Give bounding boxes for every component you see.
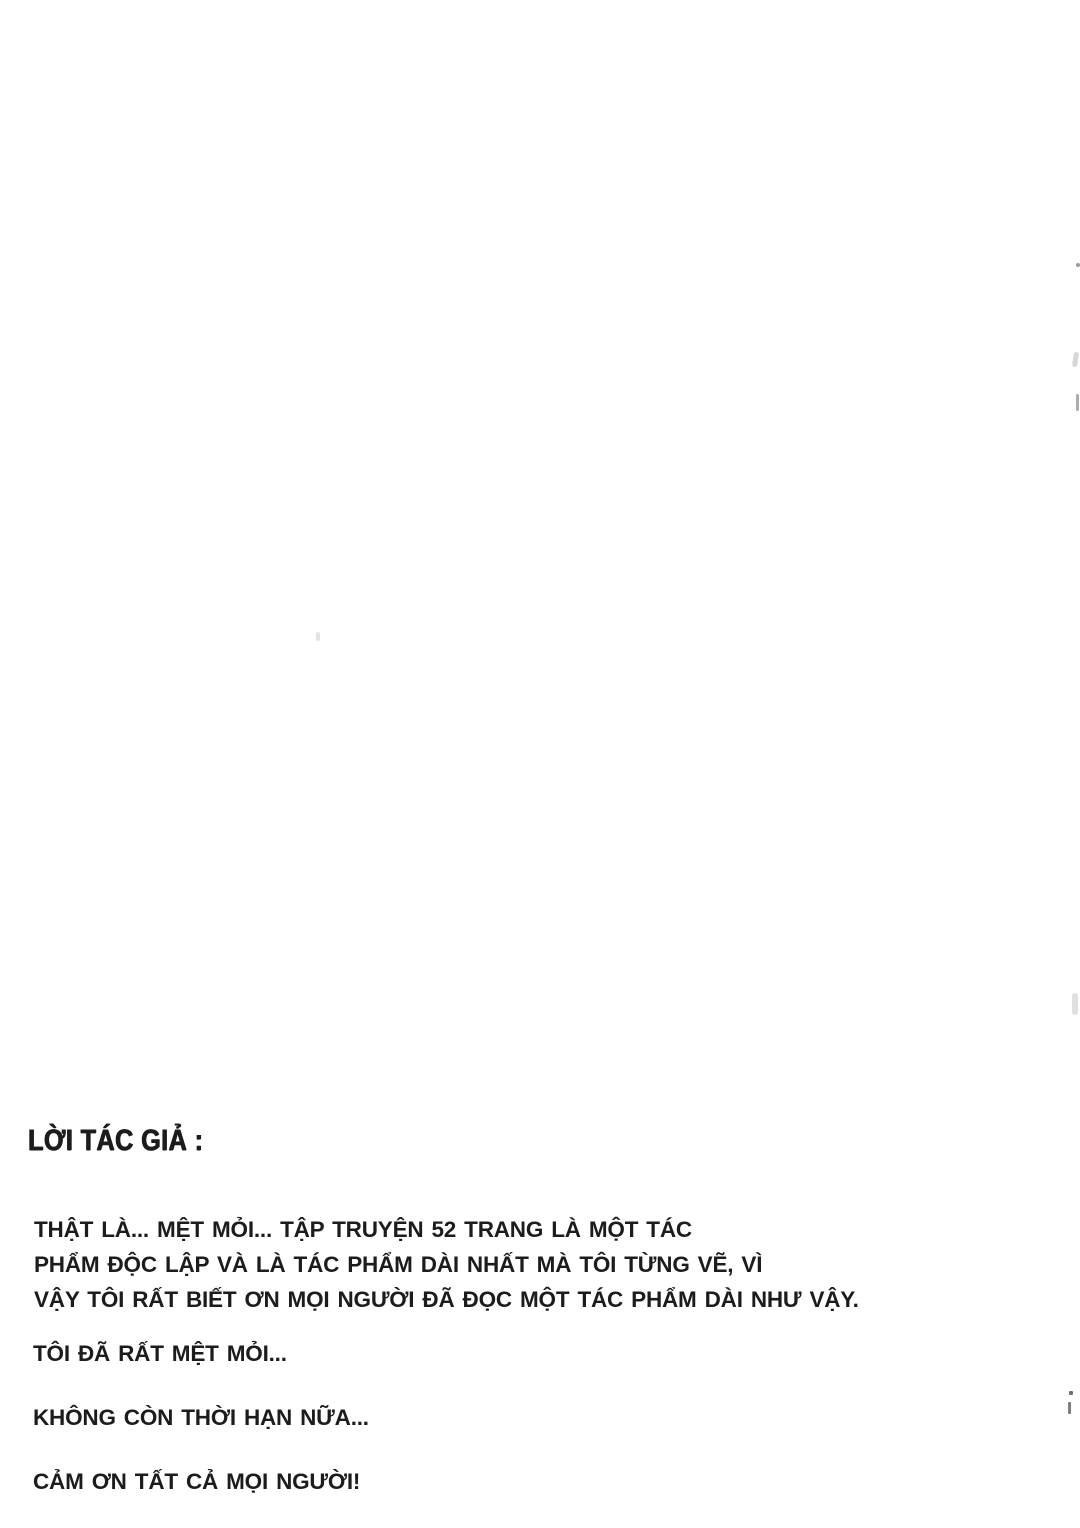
afterword-paragraph [34, 1212, 859, 1317]
afterword-line-deadline: KHÔNG CÒN THỜI HẠN NỮA... [33, 1405, 369, 1430]
scan-artifact-speck [1069, 1391, 1073, 1395]
scan-artifact-speck [316, 632, 320, 641]
afterword-line-tired: TÔI ĐÃ RẤT MỆT MỎI... [33, 1341, 287, 1366]
paragraph-line-3: VẬY TÔI RẤT BIẾT ƠN MỌI NGƯỜI ĐÃ ĐỌC MỘT TÁC PHẨM DÀI NHƯ VẬY. [34, 1287, 859, 1312]
scan-artifact-dash [1076, 394, 1079, 411]
scan-artifact-smudge [1072, 993, 1078, 1015]
paragraph-line-1: THẬT LÀ... MỆT MỎI... TẬP TRUYỆN 52 TRANG LÀ MỘT TÁC [34, 1217, 692, 1242]
scan-artifact-speck [1068, 1402, 1071, 1414]
scan-artifact-curl [1072, 352, 1079, 368]
afterword-line-thanks: CẢM ƠN TẤT CẢ MỌI NGƯỜI! [33, 1469, 361, 1494]
paragraph-line-2: PHẨM ĐỘC LẬP VÀ LÀ TÁC PHẨM DÀI NHẤT MÀ TÔI TỪNG VẼ, VÌ [34, 1252, 763, 1277]
scan-artifact-dot [1076, 263, 1080, 267]
afterword-heading: LỜI TÁC GIẢ : [28, 1124, 204, 1157]
